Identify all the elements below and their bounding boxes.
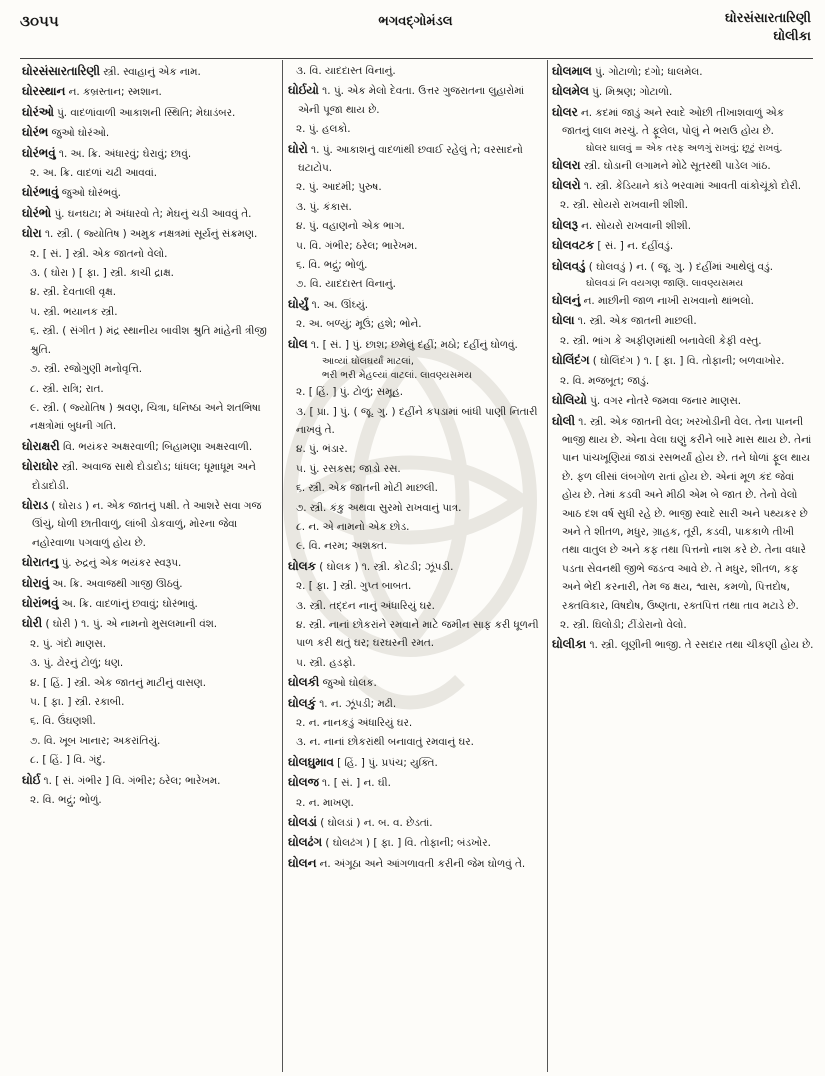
entry-headword: ઘોરંભાવું [22,185,59,200]
quotation [552,277,814,291]
entry-headword: ઘોલી [552,413,575,428]
quotation [288,369,543,383]
dictionary-entry [288,295,543,314]
entry-headword: ઘોલડાં [288,815,317,830]
entry-headword: ઘોલમાલ [552,64,592,78]
sense-line [22,791,277,809]
sense-line [22,635,277,653]
entry-definition: ૫. સ્ત્રી. હડફો. [296,656,356,669]
entry-definition: ૧. સ્ત્રી. એક જાતની વેલ; ખરખોડીની વેલ. તેના પાનની ભાજી થાય છે. એના વેલા ઘણું કરીને બારે માસ થાય છે. તેનાં પાન પાંચખૂણિયાં જાડાં રસભર્યાં હોય છે. તને ધોળાં ફૂલ થાય છે. ફળ લીસાં લંબગોળ રાતાં હોય છે. એનાં મૂળ કંદ જેવાં હોય છે. તેમાં કડવી અને મીઠી એમ બે જાત છે. તેનો વેલો આઠ દશ વર્ષ સુધી રહે છે. ભાજી સ્વાદે સારી અને પથ્યકર છે અને તે શીતળ, મધુર, ગ્રાહક, તૂરી, કડવી, પાકકાળે તીખી તથા વાતુલ છે અને કફ તથા પિત્તનો નાશ કરે છે. તેના વધારે પડતા સેવનથી જીભે જડત્વ આવે છે. તે મધુર, શીતળ, કફ અને ભેદી કરનારી, તેમ જ ક્ષય, શ્વાસ, કમળો, પિત્તદોષ, રક્તવિકાર, વિષદોષ, ઉષ્ણતા, રક્તપિત્ત તથા તાવ મટાડે છે. [562,415,812,612]
entry-definition: ૩. સ્ત્રી. તદ્દન નાનું અંધારિયું ઘર. [296,599,435,612]
entry-headword: ઘોરસંસારતારિણી [22,64,100,78]
entry-definition: ૨. પું. હલકો. [296,123,351,136]
dictionary-entry [552,216,814,235]
entry-definition: ૮. ન. એ નામનો એક છોડ. [296,520,410,533]
dictionary-entry [22,457,277,495]
entry-definition: ( ઘોલડાં ) ન. બ. વ. છેડતાં. [316,817,433,830]
entry-definition: જુઓ ઘોરંઓ. [48,127,110,140]
entry-headword: ઘોલિયો [552,393,587,408]
dictionary-entry [552,311,814,330]
sense-line [288,275,543,293]
entry-definition: ૩. પું. ઢોરનું ટોળું; ધણ. [30,657,124,670]
sense-line [22,264,277,282]
entry-definition: ૨. પું. ગંદો માણસ. [30,637,107,650]
dictionary-entry [552,176,814,195]
dictionary-entry [552,236,814,255]
sense-line [22,245,277,263]
dictionary-entry [22,496,277,552]
entry-definition: ( ઘોલવડું ) ન. ( જૂ. ગુ. ) દહીંમાં આથેલું વડું. [585,260,774,273]
sense-line [552,332,814,350]
sense-line [22,751,277,769]
entry-headword: ઘોલક [288,558,316,573]
entry-definition: પું. મિશ્રણ; ગોટાળો. [588,86,673,99]
sense-line [288,479,543,497]
entry-definition: ૮. સ્ત્રી. રાત્રિ; રાત. [30,382,104,395]
dictionary-entry [552,635,814,654]
entry-definition: ન. કબ્રસ્તાન; સ્મશાન. [65,86,162,99]
entry-definition: ન. સોયરો રાખવાની શીશી. [577,219,692,232]
dictionary-entry [552,291,814,310]
sense-line [22,360,277,378]
sense-line [288,794,543,812]
sense-line [288,499,543,517]
sense-line [22,322,277,359]
entry-definition: ભરી ભરી મેહલ્યાં વાટલાં. લાવણ્યસમય [322,370,472,382]
entry-headword: ઘોલ [288,336,308,351]
dictionary-entry [22,574,277,593]
entry-headword: ઘોરાઘોર [22,459,59,474]
page-header [20,4,811,54]
sense-line [288,537,543,555]
entry-headword: ઘોરો [288,141,308,156]
entry-headword: ઘોલરો [552,178,581,193]
dictionary-entry [22,224,277,243]
dictionary-entry [288,140,543,178]
entry-definition: ૬. સ્ત્રી. એક જાતની મોટી માછલી. [296,482,438,495]
entry-definition: ( ઘોરી ) ૧. પું. એ નામનો મુસલમાની વંશ. [42,618,218,631]
entry-definition: ૨. ન. નાનકડું અંધારિયું ઘર. [296,717,413,729]
column-right [552,62,814,1070]
sense-line [288,733,543,751]
entry-headword: ઘોલિંદંગ [552,353,590,368]
entry-headword: ઘોરી [22,616,43,631]
entry-definition: ૨. વિ. મજબૂત; જાડું. [560,374,650,387]
sense-line [22,380,277,398]
entry-definition: ૩. વિ. યાદદાસ્ત વિનાનું. [296,65,396,77]
entry-definition: ૫. વિ. ગંભીર; ઠરેલ; ભારેખમ. [296,239,418,252]
entry-definition: ૯. વિ. નરમ; અશક્ત. [296,540,388,553]
entry-definition: ૫. પું. રસકસ; જાડો રસ. [296,462,401,475]
entry-definition: ૨. સ્ત્રી. ઘિલોડી; ટીંડોરાનો વેલો. [560,618,687,631]
dictionary-entry [22,103,277,122]
sense-line [552,196,814,214]
entry-definition: ૪. સ્ત્રી. નાનાં છોકરાંને રમવાને માટે જમીન સાફ કરી ધૂળની પાળ કરી થતું ઘર; ઘરઘરની રમત. [296,618,539,650]
sense-line [288,518,543,536]
column-left [22,62,277,1070]
sense-line [22,712,277,730]
sense-line [22,164,277,182]
sense-line [288,315,543,333]
entry-headword: ઘોર્ઇ [22,772,41,787]
dictionary-entry [288,557,543,576]
sense-line [288,62,543,80]
entry-definition: [ હિં. ] પું. પ્રપંચ; યુક્તિ. [333,756,438,769]
entry-headword: ઘોરાવું [22,575,49,590]
sense-line [22,732,277,750]
sense-line [288,577,543,595]
entry-headword: ઘોલઘુમાવ [288,754,334,769]
entry-definition: ૨. વિ. ભદ્રું; ભોળું. [30,794,102,807]
sense-line [288,237,543,255]
dictionary-entry [288,773,543,792]
entry-headword: ઘોલજ [288,775,319,790]
entry-definition: ( ઘોલઢંગ ) [ ફા. ] વિ. તોફાની; બંડખોર. [322,837,491,850]
entry-definition: ન. અંગૂઠા અને આંગળાવતી કરીની જેમ ઘોળવું તે. [316,857,526,870]
sense-line [288,403,543,440]
entry-headword: ઘોલકું [288,695,316,710]
entry-definition: ૪. સ્ત્રી. દેવતાલી વૃક્ષ. [30,286,117,299]
entry-definition: ૫. સ્ત્રી. ભયાનક સ્ત્રી. [30,305,118,318]
entry-definition: ૬. સ્ત્રી. ( સંગીત ) મંદ્ર સ્થાનીય બાવીશ શ્રુતિ માંહેની ત્રીજી શ્રુતિ. [30,325,267,356]
entry-definition: ૨. ન. માખણ. [296,796,354,809]
entry-definition: સ્ત્રી. સ્વાહાનું એક નામ. [100,66,201,78]
entry-definition: ૧. પું. એક મેલો દેવતા. ઉત્તર ગુજરાતના લુહારોમાં એની પૂજા થાય છે. [298,85,525,116]
entry-definition: ન. માછીની જાળ નાખી રાખવાનો થાંભલો. [580,295,754,308]
dictionary-entry [552,156,814,175]
entry-definition: ૨. અ. બળ્યું; મૂઉં; હશે; ભોને. [296,318,422,331]
entry-definition: ૨. અ. ક્રિ. વાદળાં ચઢી આવવાં. [30,167,158,180]
dictionary-entry [22,204,277,223]
sense-line [288,198,543,216]
dictionary-entry [22,553,277,572]
quotation [552,142,814,156]
dictionary-entry [552,257,814,276]
dictionary-entry [288,694,543,713]
entry-definition: સ્ત્રી. અવાજ સાથે દોડાદોડ; ધાંધલ; ધૂમાધૂમ અને દોડાદોડી. [32,461,256,492]
entry-definition: ૪. [ હિં. ] સ્ત્રી. એક જાતનું માટીનું વાસણ. [30,676,207,689]
entry-definition: ૩. [ પ્રા. ] પું. ( જૂ. ગુ. ) દહીંને કપડામાં બાંધી પાણી નિતારી નાખવું તે. [296,405,538,436]
sense-line [288,714,543,732]
entry-headword: ઘોલન [288,855,317,870]
dictionary-entry [552,412,814,615]
entry-definition: ૭. સ્ત્રી. કંકુ અથવા સુરમો રાખવાનું પાત્ર. [296,501,462,514]
entry-definition: સ્ત્રી. ઘોડાની લગામને મોઢે સૂતરથી પાડેલ ગાંઠ. [580,159,771,172]
entry-definition: ૧. સ્ત્રી. કેડિયાને કાંડે ભરવામાં આવતી વાંકોચૂંકો દોરી. [580,180,802,193]
entry-definition: ૩. ન. નાનાં છોકરાંથી બનાવાતું રમવાનું ઘર. [296,736,474,749]
dictionary-entry [288,335,543,354]
entry-definition: ૧. સ્ત્રી. એક જાતની માછલી. [574,315,697,328]
entry-definition: ૮. [ હિં. ] વિ. ગંદું. [30,754,106,767]
sense-line [288,383,543,401]
dictionary-entry [22,183,277,202]
entry-definition: ન. કદમાં જાડું અને સ્વાદે ઓછી તીખાશવાળું એક જાતનું લાલ મરચું. તે ફૂલેલ, પોલું ને ભરાઉ હોય છે. [562,106,784,138]
dictionary-entry [288,813,543,832]
entry-definition: જુઓ ઘોરંભવું. [58,187,121,200]
entry-headword: ઘોલા [552,313,575,328]
entry-definition: પું. ગોટાળો; દગો; ધાલમેલ. [591,66,703,78]
entry-headword: ઘોલનું [552,293,581,308]
entry-headword: ઘોલમેલ [552,84,589,99]
entry-definition: ૧. [ સં. ગંભીર ] વિ. ગંભીર; ઠરેલ; ભારેખમ. [40,774,221,787]
dictionary-entry [22,123,277,142]
sense-line [288,460,543,478]
headword-range [725,10,811,46]
entry-definition: અ. ક્રિ. અવાજથી ગાજી ઊઠવું. [49,577,183,590]
entry-definition: ૭. વિ. યાદદાસ્ત વિનાનું. [296,278,396,291]
entry-headword: ઘોરંભ [22,125,49,140]
entry-headword: ઘોરાક્ષરી [22,438,60,453]
entry-headword: ઘોલીકા [552,637,587,652]
entry-definition: જુઓ ઘોલક. [319,677,377,690]
entry-definition: ૬. વિ. ભદ્રું; ભોળું. [296,259,368,272]
entry-headword: ઘોર્ઇયો [288,83,319,98]
sense-line [288,616,543,653]
entry-definition: વિ. ભયંકર અક્ષરવાળી; બિહામણા અક્ષરવાળી. [59,440,253,453]
entry-definition: આવ્યાં ઘોલઘર્યાં માટલાં, [322,356,414,368]
header-divider [20,58,813,59]
dictionary-entry [22,62,277,81]
book-title: ભગવદ્ગોમંડલ [378,14,453,29]
sense-line [288,440,543,458]
entry-definition: ( ઘોલક ) ૧. સ્ત્રી. કોટડી; ઝૂંપડી. [315,560,454,573]
dictionary-entry [288,854,543,873]
sense-line [288,597,543,615]
sense-line [552,616,814,634]
entry-definition: ૨. પું. આદમી; પુરુષ. [296,181,382,194]
entry-definition: ( ઘોલિંદંગ ) ૧. [ ફા. ] વિ. તોફાની; બળવાખોર. [589,355,785,368]
dictionary-entry [288,81,543,119]
entry-definition: અ. ક્રિ. વાદળાંનું છવાવું; ઘોરંભાવું. [58,597,198,610]
entry-definition: ૨. [ ફા. ] સ્ત્રી. ગુપ્ત બાબત. [296,580,412,593]
entry-headword: ઘોરાડ [22,497,49,512]
quotation [288,355,543,369]
entry-headword: ઘોરંભો [22,205,52,220]
entry-definition: પું. વગર નોતરે જમવા જનાર માણસ. [586,395,742,408]
entry-definition: ૨. [ સં. ] સ્ત્રી. એક જાતનો વેલો. [30,247,168,260]
entry-headword: ઘોરસ્થાન [22,84,66,99]
entry-definition: ૧. [ સં. ] પું. છાશ; છમેલું દહીં; મઠો; દહીંનું ઘોળવું. [307,338,518,351]
entry-definition: ૧. સ્ત્રી. લૂણીની ભાજી. તે રસદાર તથા ચીકણી હોય છે. [586,639,814,652]
sense-line [288,654,543,672]
sense-line [22,674,277,692]
entry-headword: ઘોલકી [288,675,320,690]
entry-definition: ૩. પું. કંકાસ. [296,200,352,213]
entry-definition: પું. રુદ્રનું એક ભયંકર સ્વરૂપ. [58,557,182,570]
sense-line [22,693,277,711]
sense-line [288,120,543,138]
dictionary-entry [22,614,277,633]
entry-definition: ૧. અ. ઊંઘ્યું. [308,298,369,311]
entry-headword: ઘોલરૂ [552,217,578,232]
page-number: ૩૦૫૫ [20,12,59,30]
entry-definition: [ સં. ] ન. દહીંવડું. [594,240,674,253]
entry-definition: પું. વાદળાંવાળી આકાશની સ્થિતિ; મેઘાડંબર. [53,106,236,119]
entry-definition: ૪. પું. ભંડાર. [296,443,348,456]
dictionary-entry [552,391,814,410]
entry-definition: ૫. [ ફા. ] સ્ત્રી. રકાબી. [30,696,125,708]
entry-definition: ઘોલર ઘાલવું = એક તરફ અળગું રાખવું; છૂટું રાખવું. [586,142,783,154]
entry-headword: ઘોરંઓ [22,104,54,119]
entry-headword: ઘોરંભવું [22,145,56,160]
entry-definition: ૯. સ્ત્રી. ( જ્યોતિષ ) શ્રવણ, ચિત્રા, ધનિષ્ઠા અને શતભિષા નક્ષત્રોમાં બુધની ગતિ. [30,401,261,433]
entry-definition: ૬. વિ. ઉંઘણશી. [30,715,96,728]
entry-definition: ૧. અ. ક્રિ. અંધારવું; ઘેરાવું; છાવું. [55,147,192,160]
dictionary-entry [22,437,277,456]
entry-headword: ઘોરાંભવું [22,595,59,610]
entry-definition: ૧. [ સં. ] ન. ઘી. [318,777,391,790]
sense-line [552,372,814,390]
column-divider [282,60,283,1072]
sense-line [288,256,543,274]
first-headword: ઘોરસંસારતારિણી [725,11,811,26]
sense-line [288,217,543,235]
column-middle [288,62,543,1070]
entry-definition: પું. ઘનઘટા; મે અંધારવો તે; મેઘનું ચડી આવવું તે. [51,207,252,220]
dictionary-entry [552,82,814,101]
column-divider [547,60,548,1072]
sense-line [22,399,277,436]
last-headword: ઘોલીકા [773,29,811,44]
dictionary-entry [552,351,814,370]
entry-headword: ઘોલવડું [552,258,586,273]
entry-definition: ઘોલવડાં નિ વયગણ જાણિ. લાવણ્યસમય [586,278,744,290]
entry-definition: ૨. સ્ત્રી. સોયરો રાખવાની શીશી. [560,199,689,212]
entry-headword: ઘોલર [552,104,578,119]
entry-definition: ૭. સ્ત્રી. રજોગુણી મનોવૃત્તિ. [30,363,143,376]
entry-definition: ૧. ન. ઝૂંપડી; મઢી. [315,697,397,710]
entry-headword: ઘોલરા [552,157,581,172]
sense-line [288,178,543,196]
dictionary-entry [22,771,277,790]
entry-definition: ૪. પું. વહાણનો એક ભાગ. [296,220,405,233]
entry-definition: ૧. સ્ત્રી. ( જ્યોતિષ ) અમુક નક્ષત્રમાં સૂર્યનું સંક્રમણ. [41,228,258,241]
dictionary-entry [552,103,814,141]
entry-definition: ૨. [ હિં. ] પું. ટોળું; સમૂહ. [296,386,404,399]
entry-definition: ( ઘોરાડ ) ન. એક જાતનું પક્ષી. તે આશરે સવા ગજ ઊંચું, ધોળી છાતીવાળું, લાંબી ડોકવાળું, મોરના જેવા નહોરવાળા પગવાળું હોય છે. [32,499,262,549]
entry-definition: ૧. પું. આકાશનું વાદળાંથી છવાઈ રહેલું તે; વરસાદનો ઘટાટોપ. [298,143,523,175]
dictionary-entry [22,144,277,163]
entry-headword: ઘોરાતનુ [22,555,59,570]
entry-headword: ઘોરા [22,226,42,241]
dictionary-entry [288,753,543,772]
dictionary-entry [22,594,277,613]
entry-headword: ઘોલવટક [552,238,595,253]
sense-line [22,283,277,301]
dictionary-entry [288,673,543,692]
entry-definition: ૩. ( ઘોરા ) [ ફા. ] સ્ત્રી. કાચી દ્રાક્ષ. [30,267,174,280]
dictionary-entry [552,62,814,81]
sense-line [22,303,277,321]
dictionary-entry [22,82,277,101]
entry-definition: ૭. વિ. ખૂબ ખાનાર; અકરાંતિયું. [30,734,161,747]
entry-definition: ૨. સ્ત્રી. ભાંગ કે અફીણમાંથી બનાવેલી કેફી વસ્તુ. [560,334,762,347]
dictionary-entry [288,833,543,852]
entry-headword: ઘોલઢંગ [288,835,323,850]
entry-headword: ઘોર્યું [288,296,309,311]
sense-line [22,654,277,672]
